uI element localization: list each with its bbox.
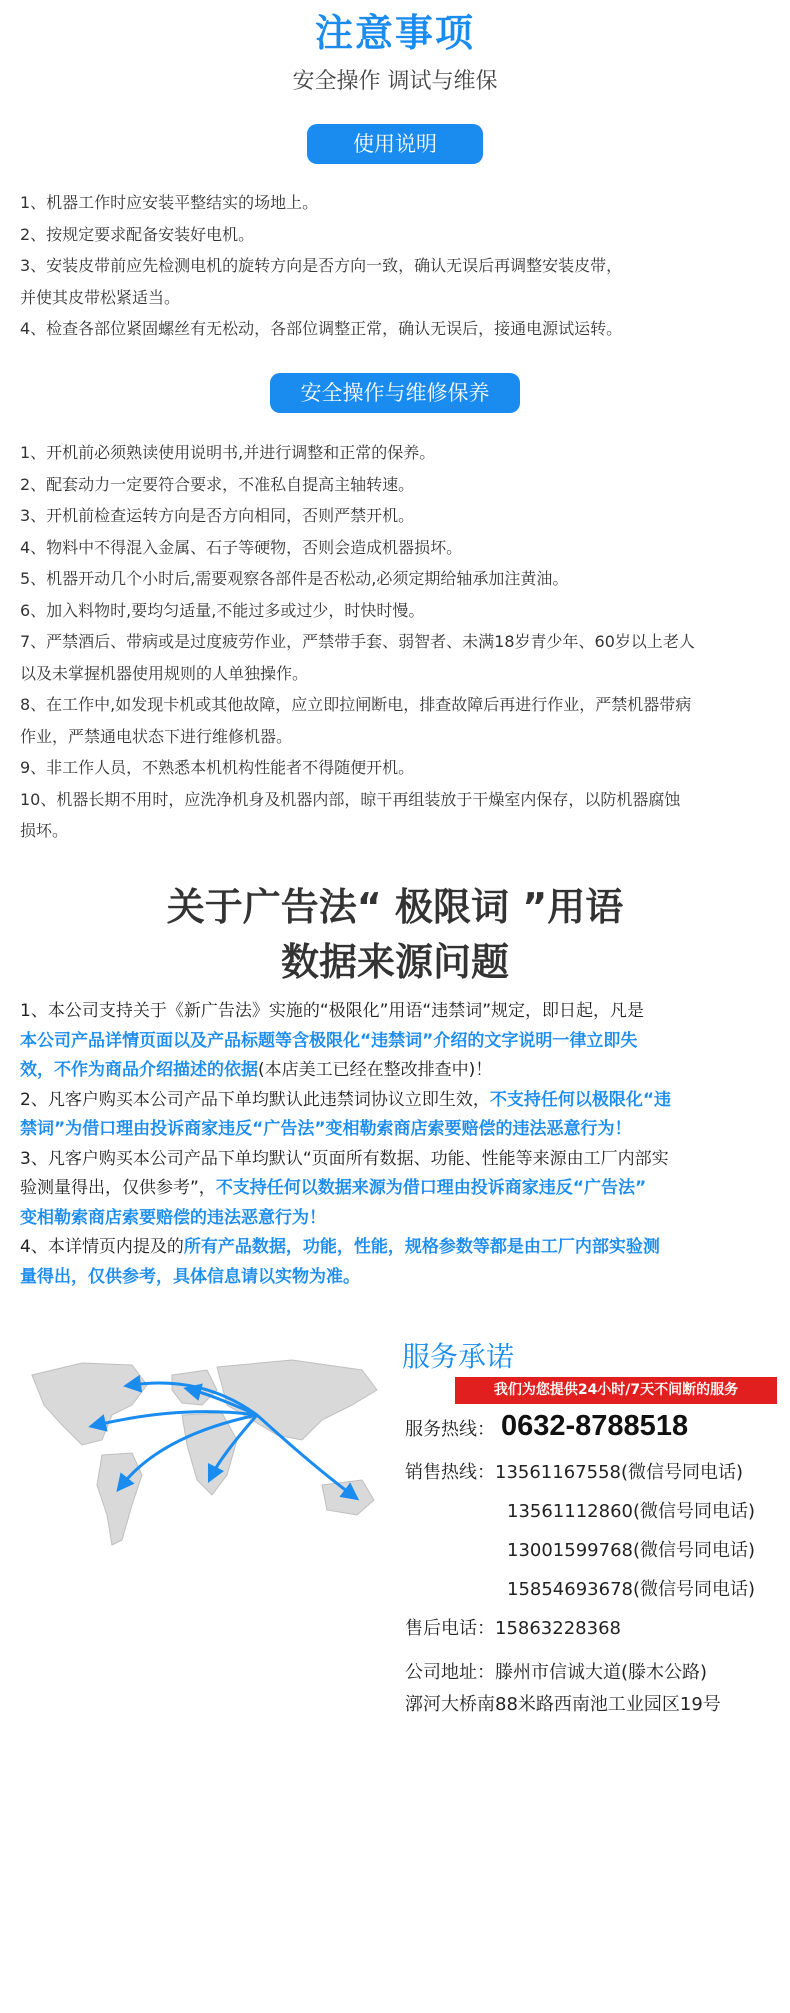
list-item: 5、机器开动几个小时后,需要观察各部件是否松动,必须定期给轴承加注黄油。 (20, 569, 569, 588)
hotline-label: 服务热线： (405, 1419, 495, 1440)
ad-law-paragraph-4 (20, 1233, 774, 1292)
hotline-number[interactable]: 0632-8788518 (501, 1410, 689, 1442)
sales-row (405, 1458, 743, 1484)
usage-list (20, 187, 772, 345)
sales-label: 销售热线： (405, 1462, 495, 1483)
list-item: 损坏。 (20, 821, 69, 840)
hotline-row (405, 1410, 688, 1443)
ad-law-highlight: 不支持任何以极限化“违 (489, 1089, 672, 1110)
ad-law-paragraph-2 (20, 1086, 774, 1145)
address-line: 滕州市信诚大道(滕木公路) (495, 1662, 708, 1683)
aftersales-number[interactable]: 15863228368 (495, 1618, 621, 1639)
list-item: 10、机器长期不用时，应洗净机身及机器内部，晾干再组装放于干燥室内保存，以防机器腐蚀 (20, 789, 681, 809)
safety-heading: 安全操作与维修保养 (270, 373, 520, 413)
service-banner: 我们为您提供24小时/7天不间断的服务 (455, 1377, 777, 1404)
sales-number[interactable]: 15854693678(微信号同电话) (507, 1579, 756, 1600)
list-item: 7、严禁酒后、带病或是过度疲劳作业，严禁带手套、弱智者、未满18岁青少年、60岁以上老人 (20, 632, 695, 651)
list-item: 9、非工作人员，不熟悉本机机构性能者不得随便开机。 (20, 758, 415, 777)
ad-law-highlight: 量得出，仅供参考，具体信息请以实物为准。 (20, 1266, 360, 1287)
sales-number[interactable]: 13561167558(微信号同电话) (495, 1462, 744, 1483)
ad-law-text: 4、本详情页内提及的 (20, 1237, 184, 1257)
list-item: 以及未掌握机器使用规则的人单独操作。 (20, 663, 309, 683)
ad-law-highlight: 所有产品数据，功能，性能，规格参数等都是由工厂内部实验测 (183, 1237, 660, 1257)
ad-law-text: 2、凡客户购买本公司产品下单均默认此违禁词协议立即生效， (20, 1089, 490, 1110)
list-item: 1、机器工作时应安装平整结实的场地上。 (20, 193, 319, 212)
address-line: 漷河大桥南88米路西南池工业园区19号 (405, 1694, 721, 1715)
ad-law-paragraph-3 (20, 1145, 774, 1234)
usage-heading: 使用说明 (307, 124, 483, 164)
ad-law-highlight: 效，不作为商品介绍描述的依据 (20, 1060, 258, 1080)
list-item: 3、安装皮带前应先检测电机的旋转方向是否方向一致，确认无误后再调整安装皮带， (20, 256, 623, 275)
ad-law-highlight: 禁词”为借口理由投诉商家违反“广告法”变相勒索商店索要赔偿的违法恶意行为！ (20, 1119, 632, 1139)
list-item: 并使其皮带松紧适当。 (20, 287, 181, 307)
ad-law-title-line1: 关于广告法“ 极限词 ”用语 (166, 885, 624, 929)
list-item: 4、检查各部位紧固螺丝有无松动，各部位调整正常，确认无误后，接通电源试运转。 (20, 319, 623, 338)
ad-law-highlight: 本公司产品详情页面以及产品标题等含极限化“违禁词”介绍的文字说明一律立即失 (20, 1030, 638, 1051)
sales-number[interactable]: 13561112860(微信号同电话) (507, 1501, 756, 1522)
aftersales-label: 售后电话： (405, 1618, 495, 1639)
ad-law-text: (本店美工已经在整改排查中)！ (258, 1060, 493, 1080)
ad-law-text: 3、凡客户购买本公司产品下单均默认“页面所有数据、功能、性能等来源由工厂内部实 (20, 1148, 669, 1169)
ad-law-paragraph-1 (20, 997, 774, 1086)
service-title: 服务承诺 (402, 1340, 515, 1373)
ad-law-highlight: 不支持任何以数据来源为借口理由投诉商家违反“广告法” (215, 1178, 647, 1198)
ad-law-highlight: 变相勒索商店索要赔偿的违法恶意行为！ (20, 1207, 326, 1228)
list-item: 3、开机前检查运转方向是否方向相同，否则严禁开机。 (20, 506, 415, 525)
list-item: 作业，严禁通电状态下进行维修机器。 (20, 726, 293, 746)
page-title: 注意事项 (314, 11, 475, 55)
sales-number[interactable]: 13001599768(微信号同电话) (507, 1540, 756, 1561)
address-row (405, 1658, 707, 1684)
ad-law-title-line2: 数据来源问题 (280, 940, 509, 984)
safety-list (20, 437, 772, 847)
ad-law-text: 验测量得出，仅供参考”， (20, 1178, 216, 1198)
list-item: 8、在工作中,如发现卡机或其他故障，应立即拉闸断电，排查故障后再进行作业，严禁机器带病 (20, 695, 692, 714)
list-item: 4、物料中不得混入金属、石子等硬物，否则会造成机器损坏。 (20, 537, 463, 557)
ad-law-text: 1、本公司支持关于《新广告法》实施的“极限化”用语“违禁词”规定，即日起，凡是 (20, 1001, 645, 1021)
list-item: 6、加入料物时,要均匀适量,不能过多或过少，时快时慢。 (20, 600, 425, 620)
page-subtitle: 安全操作 调试与维保 (292, 69, 498, 94)
ad-law-notes (20, 997, 774, 1292)
list-item: 1、开机前必须熟读使用说明书,并进行调整和正常的保养。 (20, 443, 436, 462)
world-map-icon (22, 1345, 392, 1560)
address-label: 公司地址： (405, 1662, 495, 1683)
aftersales-row (405, 1614, 621, 1640)
list-item: 2、配套动力一定要符合要求，不准私自提高主轴转速。 (20, 474, 415, 494)
list-item: 2、按规定要求配备安装好电机。 (20, 224, 255, 244)
